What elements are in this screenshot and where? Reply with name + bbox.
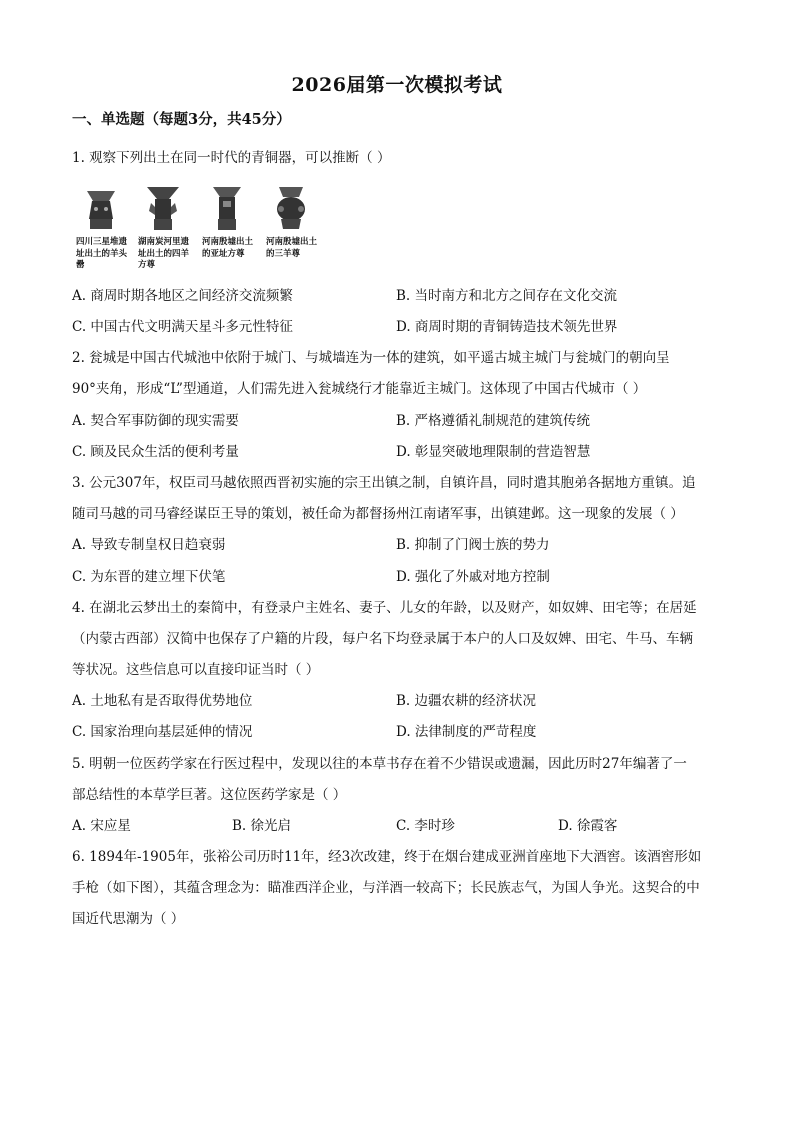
q1-figure-caption: 湖南炭河里遗址出土的四羊方尊 [138, 237, 190, 270]
q1-figure-4 [266, 185, 316, 275]
q1-option-a[interactable]: A. 商周时期各地区之间经济交流频繁 [72, 288, 293, 304]
q2-option-d[interactable]: D. 彰显突破地理限制的营造智慧 [396, 444, 591, 460]
q2-stem-line-2: 90°夹角，形成“L”型通道，人们需先进入瓮城绕行才能靠近主城门。这体现了中国古代城市（ ） [72, 381, 647, 397]
q5-option-a[interactable]: A. 宋应星 [72, 818, 131, 834]
q1-option-c[interactable]: C. 中国古代文明满天星斗多元性特征 [72, 319, 293, 335]
q1-figures [76, 185, 326, 275]
q4-stem-line-3: 等状况。这些信息可以直接印证当时（ ） [72, 662, 320, 678]
exam-title: 2026届第一次模拟考试 [291, 74, 503, 96]
q3-option-c[interactable]: C. 为东晋的建立埋下伏笔 [72, 569, 226, 585]
q3-option-d[interactable]: D. 强化了外戚对地方控制 [396, 569, 550, 585]
q5-stem-line-2: 部总结性的本草学巨著。这位医药学家是（ ） [72, 787, 347, 803]
q4-option-c[interactable]: C. 国家治理向基层延伸的情况 [72, 724, 253, 740]
q1-stem: 1. 观察下列出土在同一时代的青铜器，可以推断（ ） [72, 150, 391, 166]
q4-option-d[interactable]: D. 法律制度的严苛程度 [396, 724, 537, 740]
q2-stem-line-1: 2. 瓮城是中国古代城池中依附于城门、与城墙连为一体的建筑，如平遥古城主城门与瓮城门的朝向呈 [72, 350, 670, 366]
q1-figure-caption: 河南殷墟出土的亚址方尊 [202, 237, 254, 259]
q6-stem-line-3: 国近代思潮为（ ） [72, 911, 185, 927]
q1-option-d[interactable]: D. 商周时期的青铜铸造技术领先世界 [396, 319, 618, 335]
q3-option-a[interactable]: A. 导致专制皇权日趋衰弱 [72, 537, 226, 553]
q1-figure-2 [138, 185, 188, 275]
q3-stem-line-2: 随司马越的司马睿经谋臣王导的策划，被任命为都督扬州江南诸军事，出镇建邺。这一现象的发展（ ） [72, 506, 684, 522]
q4-stem-line-1: 4. 在湖北云梦出土的秦简中，有登录户主姓名、妻子、儿女的年龄，以及财产，如奴婢、田宅等；在居延 [72, 600, 697, 616]
q5-option-d[interactable]: D. 徐霞客 [558, 818, 618, 834]
q2-option-c[interactable]: C. 顾及民众生活的便利考量 [72, 444, 239, 460]
q5-stem-line-1: 5. 明朝一位医药学家在行医过程中，发现以往的本草书存在着不少错误或遗漏，因此历时27年编著了一 [72, 756, 687, 772]
bronze-square-yi-icon [207, 185, 247, 233]
q3-stem-line-1: 3. 公元307年，权臣司马越依照西晋初实施的宗王出镇之制，自镇许昌，同时遣其胞弟各据地方重镇。追 [72, 475, 696, 491]
q1-figure-caption: 河南殷墟出土的三羊尊 [266, 237, 318, 259]
q3-option-b[interactable]: B. 抑制了门阀士族的势力 [396, 537, 550, 553]
bronze-zun-ram-icon [81, 185, 121, 233]
q1-figure-3 [202, 185, 252, 275]
bronze-square-zun-icon [143, 185, 183, 233]
q4-stem-line-2: （内蒙古西部）汉简中也保存了户籍的片段，每户名下均登录属于本户的人口及奴婢、田宅、牛马、车辆 [72, 631, 693, 647]
q5-option-b[interactable]: B. 徐光启 [232, 818, 292, 834]
q2-option-b[interactable]: B. 严格遵循礼制规范的建筑传统 [396, 413, 591, 429]
section-heading: 一、单选题（每题3分，共45分） [72, 111, 291, 128]
q6-stem-line-1: 6. 1894年-1905年，张裕公司历时11年，经3次改建，终于在烟台建成亚洲首座地下大酒窖。该酒窖形如 [72, 849, 702, 865]
bronze-ram-zun-icon [271, 185, 311, 233]
q2-option-a[interactable]: A. 契合军事防御的现实需要 [72, 413, 239, 429]
q1-figure-1 [76, 185, 126, 275]
q5-option-c[interactable]: C. 李时珍 [396, 818, 455, 834]
q6-stem-line-2: 手枪（如下图），其蕴含理念为：瞄准西洋企业，与洋酒一较高下；长民族志气，为国人争光。这契合的中 [72, 880, 700, 896]
q4-option-a[interactable]: A. 土地私有是否取得优势地位 [72, 693, 253, 709]
q1-option-b[interactable]: B. 当时南方和北方之间存在文化交流 [396, 288, 618, 304]
q4-option-b[interactable]: B. 边疆农耕的经济状况 [396, 693, 537, 709]
q1-figure-caption: 四川三星堆遗址出土的羊头罍 [76, 237, 128, 270]
